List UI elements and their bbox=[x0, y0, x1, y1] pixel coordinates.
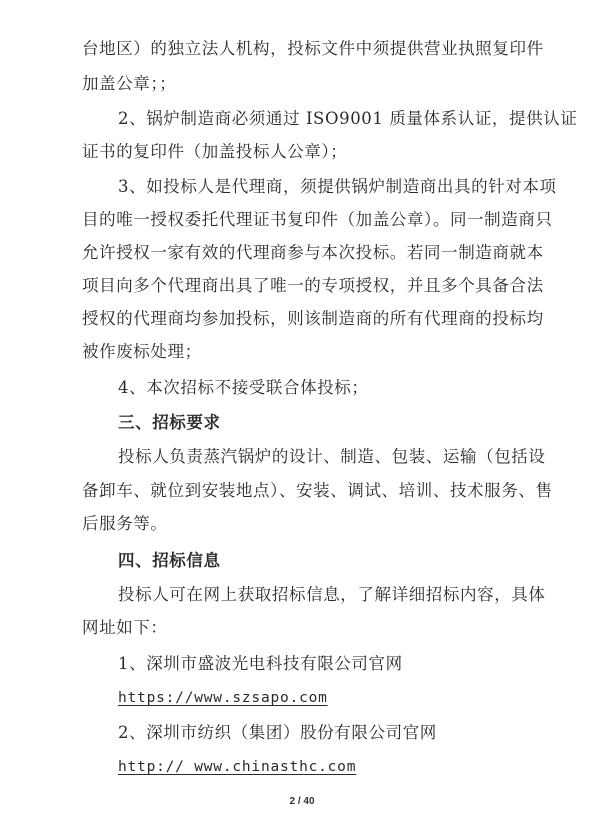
paragraph-line: 授权的代理商均参加投标，则该制造商的所有代理商的投标均 bbox=[82, 309, 544, 328]
paragraph-line: 允许授权一家有效的代理商参与本次投标。若同一制造商就本 bbox=[82, 243, 544, 262]
paragraph-line: 后服务等。 bbox=[82, 514, 168, 533]
paragraph-line: 2、锅炉制造商必须通过 ISO9001 质量体系认证，提供认证 bbox=[118, 109, 578, 128]
paragraph-line: 1、深圳市盛波光电科技有限公司官网 bbox=[118, 654, 403, 673]
paragraph-line: 4、本次招标不接受联合体投标； bbox=[118, 378, 369, 397]
paragraph-line: 目的唯一授权委托代理证书复印件（加盖公章）。同一制造商只 bbox=[82, 210, 553, 229]
section-heading-info: 四、招标信息 bbox=[118, 551, 221, 570]
paragraph-line: 投标人负责蒸汽锅炉的设计、制造、包装、运输（包括设 bbox=[118, 447, 546, 466]
paragraph-line: 3、如投标人是代理商，须提供锅炉制造商出具的针对本项 bbox=[118, 177, 557, 196]
page-number: 2 / 40 bbox=[289, 796, 315, 807]
paragraph-line: 加盖公章；； bbox=[82, 74, 177, 93]
paragraph-line: 2、深圳市纺织（集团）股份有限公司官网 bbox=[118, 723, 437, 742]
paragraph-line: 项目向多个代理商出具了唯一的专项授权，并且多个具备合法 bbox=[82, 276, 544, 295]
paragraph-line: 证书的复印件（加盖投标人公章）； bbox=[82, 142, 348, 161]
website-link-szsapo[interactable]: https://www.szsapo.com bbox=[118, 690, 328, 706]
website-link-chinasthc[interactable]: http:// www.chinasthc.com bbox=[118, 759, 357, 775]
paragraph-line: 台地区）的独立法人机构，投标文件中须提供营业执照复印件 bbox=[82, 39, 544, 58]
paragraph-line: 网址如下： bbox=[82, 618, 168, 637]
section-heading-requirements: 三、招标要求 bbox=[118, 413, 221, 432]
paragraph-line: 备卸车、就位到安装地点）、安装、调试、培训、技术服务、售 bbox=[82, 481, 553, 500]
paragraph-line: 投标人可在网上获取招标信息，了解详细招标内容，具体 bbox=[118, 585, 546, 604]
paragraph-line: 被作废标处理； bbox=[82, 342, 202, 361]
